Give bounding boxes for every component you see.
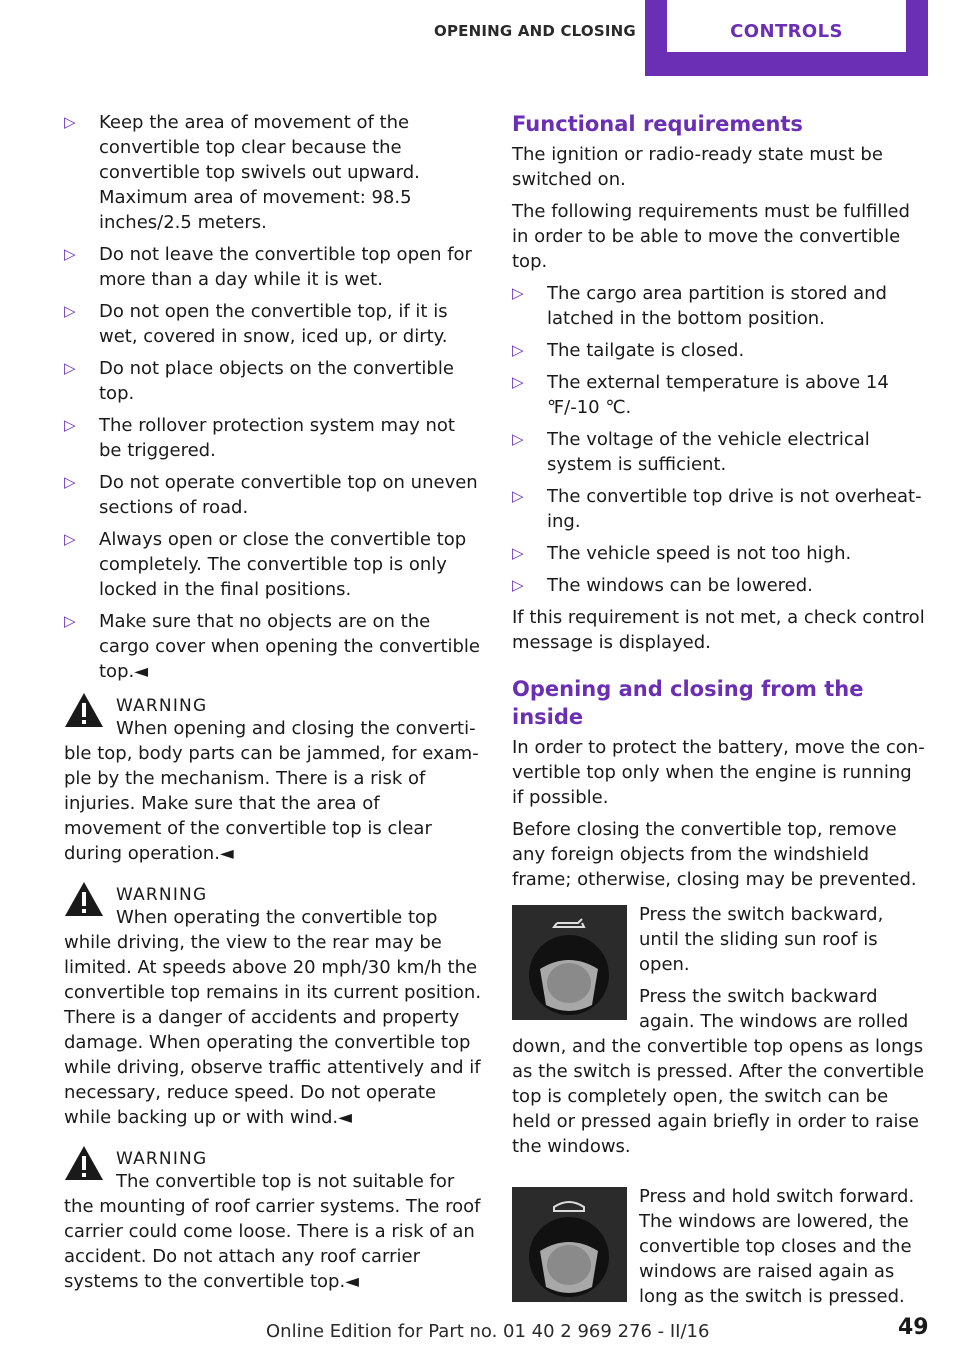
list-item: [64, 413, 482, 463]
list-item-text: Keep the area of movement of the convertible top clear because the convertible top swivels out upward. Maximum area of movement: 98.5 inches/2.5 meters.: [99, 112, 420, 233]
list-item-text: Do not operate convertible top on uneven sections of road.: [99, 472, 478, 518]
list-item-text: The windows can be lowered.: [547, 575, 813, 596]
list-item-text: The external temperature is above 14 ℉/-10 ℃.: [547, 372, 889, 418]
paragraph: Press the switch backward, until the sliding sun roof is open.: [639, 904, 884, 975]
list-item: [512, 427, 928, 477]
list-item-text: Do not leave the convertible top open for more than a day while it is wet.: [99, 244, 472, 290]
list-item-text: Make sure that no objects are on the cargo cover when opening the convertible top.◄: [99, 611, 481, 682]
warning-label: WARNING: [116, 696, 208, 716]
triangle-right-icon: ▷: [64, 612, 76, 630]
list-item-text: The rollover protection system may not be triggered.: [99, 415, 455, 461]
paragraph: The following requirements must be fulfilled in order to be able to move the convertible top.: [512, 201, 910, 272]
paragraph: If this requirement is not met, a check control message is displayed.: [512, 607, 925, 653]
close-instruction-block: [512, 1184, 928, 1309]
list-item-text: The voltage of the vehicle electrical system is sufficient.: [547, 429, 870, 475]
list-item: [64, 356, 482, 406]
warning-label: WARNING: [116, 885, 208, 905]
footer-edition: Online Edition for Part no. 01 40 2 969 276 - II/16: [266, 1321, 710, 1342]
list-item: [64, 470, 482, 520]
triangle-right-icon: ▷: [64, 302, 76, 320]
triangle-right-icon: ▷: [64, 113, 76, 131]
warning-block-3: [64, 1145, 482, 1294]
header-tab-inner: [667, 0, 906, 52]
triangle-right-icon: ▷: [512, 373, 524, 391]
list-item: [512, 281, 928, 331]
convertible-top-switch-close-icon: [512, 1187, 627, 1302]
paragraph: The ignition or radio-ready state must be switched on.: [512, 144, 883, 190]
left-column: [64, 110, 482, 1309]
paragraph: In order to protect the battery, move the convertible top only when the engine is running if possible.: [512, 737, 925, 808]
header-section-title: OPENING AND CLOSING: [434, 22, 636, 40]
list-item: [512, 484, 928, 534]
triangle-right-icon: ▷: [512, 487, 524, 505]
list-item: [512, 573, 928, 598]
warning-triangle-icon: [64, 692, 104, 728]
list-item: [64, 609, 482, 684]
page-number: 49: [898, 1315, 929, 1340]
list-item-text: Do not open the convertible top, if it is wet, covered in snow, iced up, or dirty.: [99, 301, 448, 347]
triangle-right-icon: ▷: [512, 544, 524, 562]
triangle-right-icon: ▷: [64, 416, 76, 434]
open-instruction-block: [512, 902, 928, 1159]
right-column: [512, 110, 928, 1316]
warning-text: When operating the convertible top while driving, the view to the rear may be limited. At speeds above 20 mph/30 km/h the convertible top remains in its current position. There is a danger of accidents and property damage. When operating the convertible top while driving, observe traffic attentively and if necessary, reduce speed. Do not operate while backing up or with wind.◄: [64, 907, 482, 1128]
triangle-right-icon: ▷: [64, 359, 76, 377]
list-item: [64, 299, 482, 349]
list-item: [512, 338, 928, 363]
header-tab[interactable]: [645, 0, 928, 76]
warning-text: The convertible top is not suitable for the mounting of roof carrier systems. The roof carrier could come loose. There is a risk of an accident. Do not attach any roof carrier systems to the convertible top.◄: [64, 1171, 481, 1292]
list-item-text: The tailgate is closed.: [547, 340, 745, 361]
list-item-text: The vehicle speed is not too high.: [547, 543, 852, 564]
paragraph: Press the switch backward again. The windows are rolled down, and the convertible top opens as longs as the switch is pressed. After the convertible top is completely open, the switch can be held or pressed again briefly in order to raise the windows.: [512, 986, 925, 1157]
list-item: [512, 370, 928, 420]
warning-triangle-icon: [64, 881, 104, 917]
list-item-text: The cargo area partition is stored and latched in the bottom position.: [547, 283, 887, 329]
left-bullet-list: [64, 110, 482, 684]
header-tab-label: CONTROLS: [730, 21, 843, 42]
triangle-right-icon: ▷: [512, 341, 524, 359]
list-item-text: Always open or close the convertible top completely. The convertible top is only locked in the final positions.: [99, 529, 467, 600]
triangle-right-icon: ▷: [512, 284, 524, 302]
paragraph: Before closing the convertible top, remove any foreign objects from the windshield frame; otherwise, closing may be prevented.: [512, 819, 917, 890]
warning-label: WARNING: [116, 1149, 208, 1169]
list-item: [64, 242, 482, 292]
section-heading-opening-closing-inside: Opening and closing from the inside: [512, 677, 864, 729]
list-item-text: Do not place objects on the convertible top.: [99, 358, 454, 404]
convertible-top-switch-open-icon: [512, 905, 627, 1020]
warning-triangle-icon: [64, 1145, 104, 1181]
warning-text: When opening and closing the convertible top, body parts can be jammed, for example by the mechanism. There is a risk of injuries. Make sure that the area of movement of the convertible top is clear during operation.◄: [64, 718, 479, 864]
list-item: [512, 541, 928, 566]
list-item-text: The convertible top drive is not overheating.: [547, 486, 922, 532]
list-item: [64, 110, 482, 235]
triangle-right-icon: ▷: [64, 245, 76, 263]
warning-block-2: [64, 881, 482, 1130]
triangle-right-icon: ▷: [512, 430, 524, 448]
triangle-right-icon: ▷: [64, 530, 76, 548]
list-item: [64, 527, 482, 602]
warning-block-1: [64, 692, 482, 866]
section-heading-functional-requirements: Functional requirements: [512, 112, 803, 136]
triangle-right-icon: ▷: [64, 473, 76, 491]
paragraph: Press and hold switch forward. The windows are lowered, the convertible top closes and the windows are raised again as long as the switch is pressed.: [639, 1186, 915, 1307]
triangle-right-icon: ▷: [512, 576, 524, 594]
requirements-list: [512, 281, 928, 598]
